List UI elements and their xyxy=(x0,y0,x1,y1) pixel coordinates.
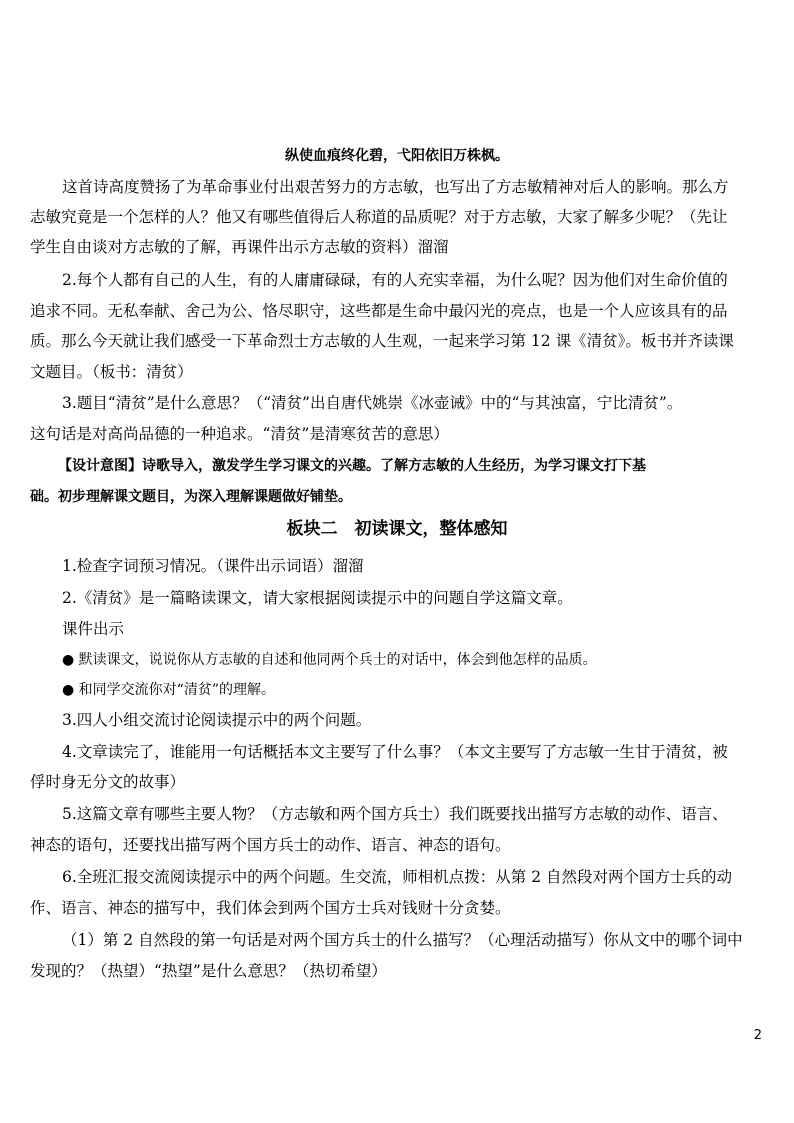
bullet-item-1: ● 默读课文，说说你从方志敏的自述和他同两个兵士的对话中，体会到他怎样的品质。 xyxy=(62,652,597,668)
para1-line3: 学生自由谈对方志敏的了解，再课件出示方志敏的资料）溜溜 xyxy=(30,238,449,256)
poem-line: 纵使血痕终化碧，弋阳依旧万株枫。 xyxy=(285,148,509,164)
item-7-line1: （1）第 2 自然段的第一句话是对两个国方兵士的什么描写？（心理活动描写）你从文中的哪个词中 xyxy=(62,931,743,949)
para1-line1: 这首诗高度赞扬了为革命事业付出艰苦努力的方志敏，也写出了方志敏精神对后人的影响。那么方 xyxy=(62,178,729,196)
bullet-icon: ● xyxy=(62,652,75,668)
item-1: 1.检查字词预习情况。（课件出示词语）溜溜 xyxy=(62,557,364,575)
section-heading: 板块二 初读课文，整体感知 xyxy=(286,519,508,539)
courseware-label: 课件出示 xyxy=(62,620,125,638)
bullet-item-2: ● 和同学交流你对“清贫”的理解。 xyxy=(62,682,275,698)
design-intent-line1: 【设计意图】诗歌导入，激发学生学习课文的兴趣。了解方志敏的人生经历，为学习课文打下基 xyxy=(58,458,646,474)
para2-line2: 追求不同。无私奉献、舍己为公、恪尽职守，这些都是生命中最闪光的亮点，也是一个人应该具有的品 xyxy=(30,302,728,320)
para3-line2: 这句话是对高尚品德的一种追求。“清贫”是清寒贫苦的意思） xyxy=(30,425,449,443)
para1-line2: 志敏究竟是一个怎样的人？他又有哪些值得后人称道的品质呢？对于方志敏，大家了解多少呢？（先让 xyxy=(30,208,728,226)
design-intent-line2: 础。初步理解课文题目，为深入理解课题做好铺垫。 xyxy=(30,489,352,505)
item-3: 3.四人小组交流讨论阅读提示中的两个问题。 xyxy=(62,711,372,729)
watermark-label: 溜溜 xyxy=(417,238,449,256)
item-2: 2.《清贫》是一篇略读课文，请大家根据阅读提示中的问题自学这篇文章。 xyxy=(62,589,573,607)
para2-line3: 质。那么今天就让我们感受一下革命烈士方志敏的人生观，一起来学习第 12 课《清贫》。板书并齐读课 xyxy=(30,332,734,350)
item-5-line1: 5.这篇文章有哪些主要人物？（方志敏和两个国方兵士）我们既要找出描写方志敏的动作、语言、 xyxy=(62,805,728,823)
page-number: 2 xyxy=(753,1028,762,1043)
item-4-line2: 俘时身无分文的故事） xyxy=(30,773,186,791)
item-6-line2: 作、语言、神态的描写中，我们体会到两个国方士兵对钱财十分贪婪。 xyxy=(30,899,511,917)
para3-line1: 3.题目“清贫”是什么意思？（“清贫”出自唐代姚崇《冰壶诫》中的“与其浊富，宁比清贫”。 xyxy=(62,394,683,412)
item-6-line1: 6.全班汇报交流阅读提示中的两个问题。生交流，师相机点拨：从第 2 自然段对两个国方士兵的动 xyxy=(62,868,733,886)
item-7-line2: 发现的？（热望）“热望”是什么意思？（热切希望） xyxy=(30,962,387,980)
watermark-label: 溜溜 xyxy=(332,557,364,575)
para2-line4: 文题目。（板书：清贫） xyxy=(30,363,193,381)
item-4-line1: 4.文章读完了，谁能用一句话概括本文主要写了什么事？（本文主要写了方志敏一生甘于清贫，被 xyxy=(62,743,728,761)
item-5-line2: 神态的语句，还要找出描写两个国方兵士的动作、语言、神态的语句。 xyxy=(30,836,511,854)
bullet-icon: ● xyxy=(62,682,75,698)
para2-line1: 2.每个人都有自己的人生，有的人庸庸碌碌，有的人充实幸福，为什么呢？因为他们对生命价值的 xyxy=(62,271,728,289)
